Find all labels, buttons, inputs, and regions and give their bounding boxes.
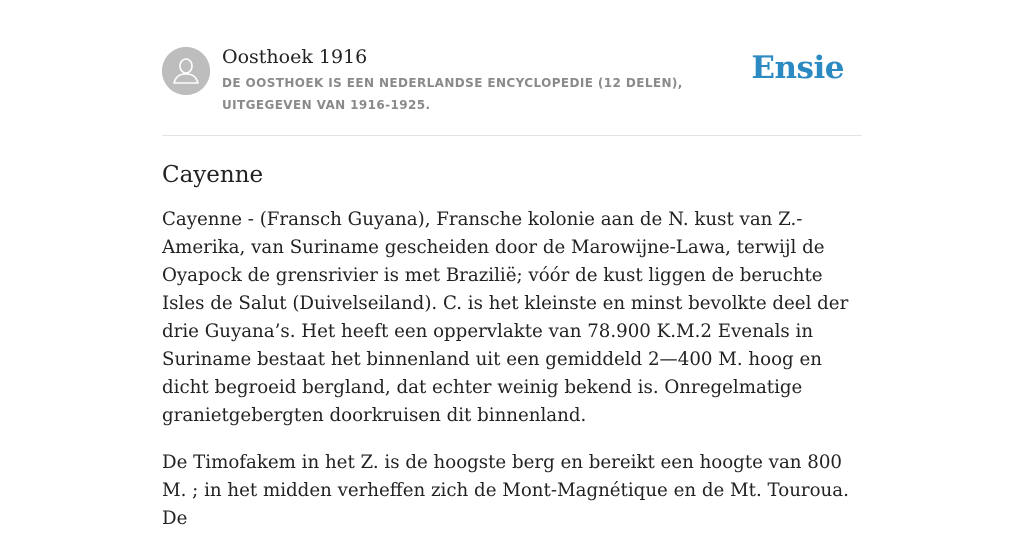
source-title[interactable]: Oosthoek 1916 bbox=[222, 46, 368, 68]
article-paragraph: Cayenne - (Fransch Guyana), Fransche kolonie aan de N. kust van Z.-Amerika, van Suriname gescheiden door de Marowijne-Lawa, terwijl de Oyapock de grensrivier is met Brazilië; vóór de kust liggen de beruchte Isles de Salut (Duivelseiland). C. is het kleinste en minst bevolkte deel der drie Guyana’s. Het heeft een oppervlakte van 78.900 K.M.2 Evenals in Suriname bestaat het binnenland uit een gemiddeld 2—400 M. hoog en dicht begroeid bergland, dat echter weinig bekend is. Onregelmatige granietgebergten doorkruisen dit binnenland. bbox=[162, 209, 849, 426]
source-header bbox=[162, 44, 862, 124]
header-divider bbox=[162, 135, 862, 136]
source-description: DE OOSTHOEK IS EEN NEDERLANDSE ENCYCLOPEDIE (12 DELEN), UITGEGEVEN VAN 1916-1925. bbox=[222, 76, 683, 112]
brand-logo[interactable]: Ensie bbox=[751, 50, 844, 86]
user-avatar-icon[interactable] bbox=[162, 47, 210, 95]
article-paragraph: De Timofakem in het Z. is de hoogste berg en bereikt een hoogte van 800 M. ; in het midden verheffen zich de Mont-Magnétique en de Mt. Touroua. De bbox=[162, 452, 849, 529]
article bbox=[162, 158, 862, 552]
article-title: Cayenne bbox=[162, 162, 264, 188]
